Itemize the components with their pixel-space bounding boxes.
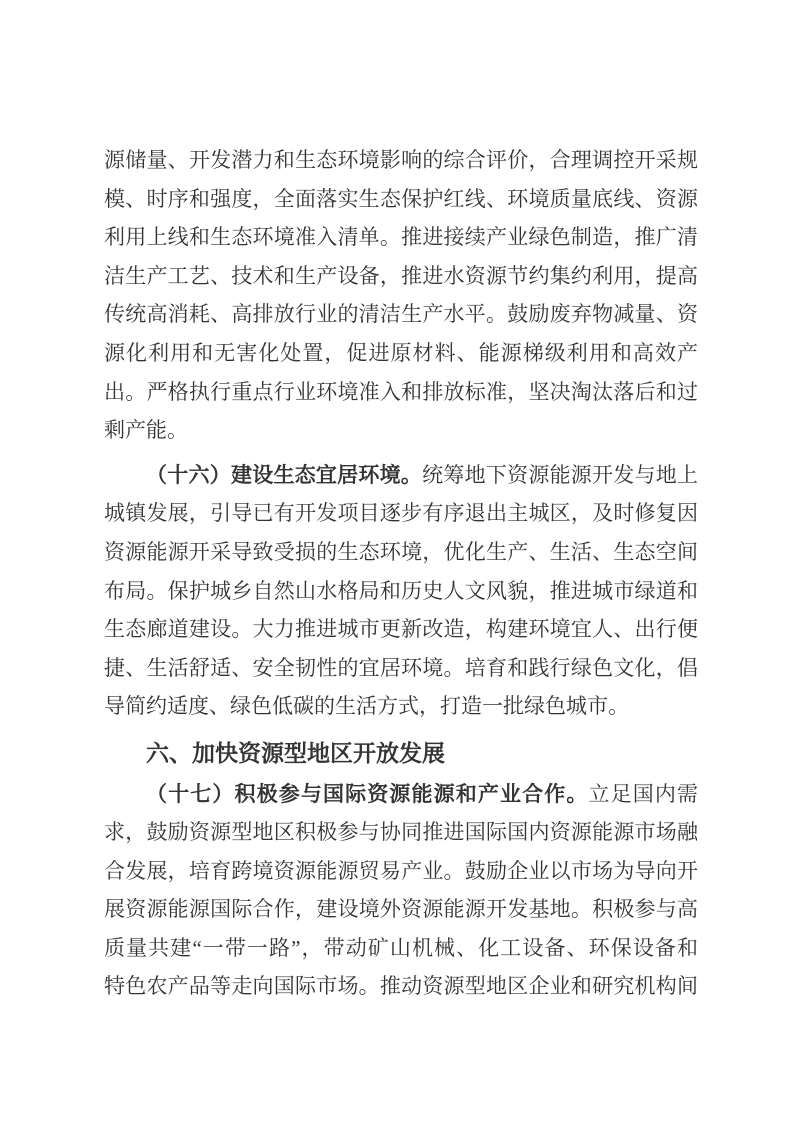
- text-line: 出。严格执行重点行业环境准入和排放标准，坚决淘汰落后和过: [104, 379, 698, 404]
- document-text-body: [104, 141, 698, 1006]
- text-line: 合发展，培育跨境资源能源贸易产业。鼓励企业以市场为导向开: [104, 858, 698, 883]
- text-line: 资源能源开采导致受损的生态环境，优化生产、生活、生态空间: [104, 539, 698, 564]
- text-line: [104, 775, 698, 814]
- text-line: 布局。保护城乡自然山水格局和历史人文风貌，推进城市绿道和: [104, 578, 698, 603]
- para-item-17: [104, 775, 698, 1007]
- text-line: 源化利用和无害化处置，促进原材料、能源梯级利用和高效产: [104, 340, 698, 365]
- text-line: 洁生产工艺、技术和生产设备，推进水资源节约集约利用，提高: [104, 263, 698, 288]
- bold-lead-text: （十七）积极参与国际资源能源和产业合作。: [146, 781, 589, 806]
- bold-lead-text: （十六）建设生态宜居环境。: [146, 462, 423, 487]
- para-continuation: [104, 141, 698, 450]
- body-text: 统筹地下资源能源开发与地上: [422, 462, 699, 487]
- text-line: [104, 456, 698, 495]
- text-line: 传统高消耗、高排放行业的清洁生产水平。鼓励废弃物减量、资: [104, 302, 698, 327]
- para-item-16: [104, 456, 698, 726]
- text-line: 剩产能。: [104, 418, 188, 443]
- text-line: 特色农产品等走向国际市场。推动资源型地区企业和研究机构间: [104, 974, 698, 999]
- text-line: 展资源能源国际合作，建设境外资源能源开发基地。积极参与高: [104, 897, 698, 922]
- text-line: 利用上线和生态环境准入清单。推进接续产业绿色制造，推广清: [104, 225, 698, 250]
- text-line: 求，鼓励资源型地区积极参与协同推进国际国内资源能源市场融: [104, 820, 698, 845]
- text-line: 捷、生活舒适、安全韧性的宜居环境。培育和践行绿色文化，倡: [104, 655, 698, 680]
- text-line: 模、时序和强度，全面落实生态保护红线、环境质量底线、资源: [104, 186, 698, 211]
- text-line: 生态廊道建设。大力推进城市更新改造，构建环境宜人、出行便: [104, 617, 698, 642]
- text-line: 质量共建“一带一路”，带动矿山机械、化工设备、环保设备和: [104, 935, 698, 960]
- heading-section-6: 六、加快资源型地区开放发展: [146, 739, 445, 766]
- text-line: 导简约适度、绿色低碳的生活方式，打造一批绿色城市。: [104, 694, 629, 719]
- text-line: 源储量、开发潜力和生态环境影响的综合评价，合理调控开采规: [104, 148, 698, 172]
- body-text: 立足国内需: [588, 781, 698, 806]
- text-line: 城镇发展，引导已有开发项目逐步有序退出主城区，及时修复因: [104, 501, 698, 526]
